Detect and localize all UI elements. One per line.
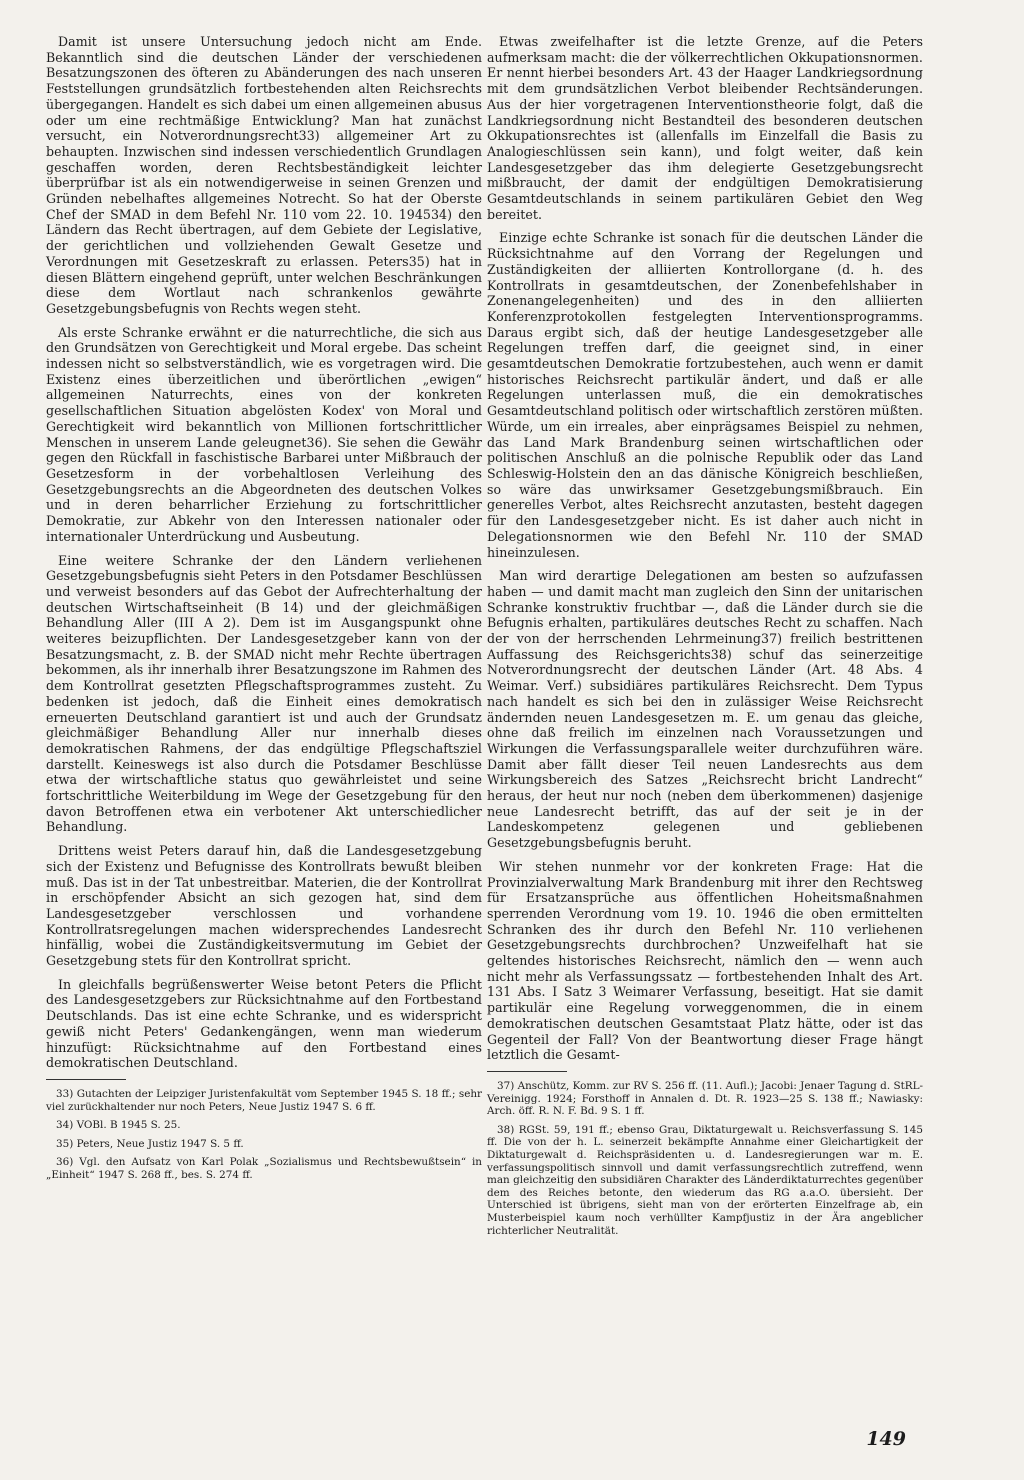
body-paragraph: Etwas zweifelhafter ist die letzte Grenze, auf die Peters aufmerksam macht: die der völkerrechtlichen Okkupationsnormen. Er nennt hierbei besonders Art. 43 der Haager Landkriegsordnung mit dem grundsätzlichen Verbot bleibender Rechtsänderungen. Aus der hier vorgetragenen Interventionstheorie folgt, daß die Landkriegsordnung nicht Bestandteil des besonderen deutschen Okkupationsrechtes ist (allenfalls im Einzelfall die Basis zu Analogieschlüssen sein kann), und folgt weiter, daß kein Landesgesetzgeber das ihm delegierte Gesetzgebungsrecht mißbraucht, der damit der endgültigen Demokratisierung Gesamtdeutschlands in seinem partikulären Gebiet den Weg bereitet. (487, 34, 923, 222)
left-column (46, 34, 482, 1188)
footnote-divider (46, 1079, 126, 1080)
footnote: 33) Gutachten der Leipziger Juristenfakultät vom September 1945 S. 18 ff.; sehr viel zurückhaltender nur noch Peters, Neue Justiz 1947 S. 6 ff. (46, 1088, 482, 1113)
body-paragraph: Wir stehen nunmehr vor der konkreten Frage: Hat die Provinzialverwaltung Mark Brandenburg mit ihrer den Rechtsweg für Ersatzansprüche aus öffentlichen Hoheitsmaßnahmen sperrenden Verordnung vom 19. 10. 1946 die oben ermittelten Schranken des ihr durch den Befehl Nr. 110 verliehenen Gesetzgebungsrechts durchbrochen? Unzweifelhaft hat sie geltendes historisches Reichsrecht, nämlich den — wenn auch nicht mehr als Verfassungssatz — fortbestehenden Inhalt des Art. 131 Abs. I Satz 3 Weimarer Verfassung, beseitigt. Hat sie damit partikulär eine Regelung vorweggenommen, die in einem demokratischen deutschen Gesamtstaat Platz hätte, oder ist das Gegenteil der Fall? Von der Beantwortung dieser Frage hängt letztlich die Gesamt- (487, 858, 923, 1063)
footnote: 38) RGSt. 59, 191 ff.; ebenso Grau, Diktaturgewalt u. Reichsverfassung S. 145 ff. Die von der h. L. seinerzeit bekämpfte Annahme einer Gleichartigkeit der Diktaturgewalt d. Reichspräsidenten u. d. Landesregierungen war m. E. verfassungspolitisch sinnvoll und damit verfassungsrechtlich zutreffend, wenn man gleichzeitig den subsidiären Charakter des Länderdiktaturrechtes gegenüber dem des Reiches betonte, den wiederum das RG a.a.O. übersieht. Der Unterschied ist übrigens, sieht man von der erörterten Einzelfrage ab, ein Musterbeispiel kaum noch verhüllter Kampfjustiz in der Ära angeblicher richterlicher Neutralität. (487, 1123, 923, 1237)
body-paragraph: Drittens weist Peters darauf hin, daß die Landesgesetzgebung sich der Existenz und Befugnisse des Kontrollrats bewußt bleiben muß. Das ist in der Tat unbestreitbar. Materien, die der Kontrollrat in erschöpfender Absicht an sich gezogen hat, sind dem Landesgesetzgeber verschlossen und vorhandene Kontrollratsregelungen machen widersprechendes Landesrecht hinfällig, wobei die Zuständigkeitsvermutung im Gebiet der Gesetzgebung stets für den Kontrollrat spricht. (46, 843, 482, 969)
body-paragraph: Als erste Schranke erwähnt er die naturrechtliche, die sich aus den Grundsätzen von Gerechtigkeit und Moral ergebe. Das scheint indessen nicht so selbstverständlich, wie es vorgetragen wird. Die Existenz eines überzeitlichen und überörtlichen „ewigen“ allgemeinen Naturrechts, eines von der konkreten gesellschaftlichen Situation abgelösten Kodex' von Moral und Gerechtigkeit wird bekanntlich von Millionen fortschrittlicher Menschen in unserem Lande geleugnet36). Sie sehen die Gewähr gegen den Rückfall in faschistische Barbarei unter Mißbrauch der Gesetzesform in der vorbehaltlosen Verleihung des Gesetzgebungsrechts an die Abgeordneten des deutschen Volkes und in deren beharrlicher Erziehung zu fortschrittlicher Demokratie, zur Abkehr von den Interessen nationaler oder internationaler Unterdrückung und Ausbeutung. (46, 324, 482, 544)
footnote-divider (487, 1071, 567, 1072)
body-paragraph: Damit ist unsere Untersuchung jedoch nicht am Ende. Bekanntlich sind die deutschen Länder der verschiedenen Besatzungszonen des öfteren zu Abänderungen des nach unseren Feststellungen grundsätzlich fortbestehenden alten Reichsrechts übergegangen. Handelt es sich dabei um einen allgemeinen abusus oder um eine rechtmäßige Entwicklung? Man hat zunächst versucht, ein Notverordnungsrecht33) allgemeiner Art zu behaupten. Inzwischen sind indessen verschiedentlich Grundlagen geschaffen worden, deren Rechtsbeständigkeit leichter überprüfbar ist als ein notwendigerweise in seinen Grenzen und Gründen nebelhaftes allgemeines Notrecht. So hat der Oberste Chef der SMAD in dem Befehl Nr. 110 vom 22. 10. 194534) den Ländern das Recht übertragen, auf dem Gebiete der Legislative, der gerichtlichen und vollziehenden Gewalt Gesetze und Verordnungen mit Gesetzeskraft zu erlassen. Peters35) hat in diesen Blättern eingehend geprüft, unter welchen Beschränkungen diese dem Wortlaut nach schrankenlos gewährte Gesetzgebungsbefugnis von Rechts wegen steht. (46, 34, 482, 316)
page-number: 149 (866, 1428, 906, 1450)
footnote: 36) Vgl. den Aufsatz von Karl Polak „Sozialismus und Rechtsbewußtsein“ in „Einheit“ 1947 S. 268 ff., bes. S. 274 ff. (46, 1156, 482, 1181)
body-paragraph: Einzige echte Schranke ist sonach für die deutschen Länder die Rücksichtnahme auf den Vorrang der Regelungen und Zuständigkeiten der alliierten Kontrollorgane (d. h. des Kontrollrats in gesamtdeutschen, der Zonenbefehlshaber in Zonenangelegenheiten) und des in den alliierten Konferenzprotokollen festgelegten Interventionsprogramms. Daraus ergibt sich, daß der heutige Landesgesetzgeber alle Regelungen treffen darf, die geeignet sind, in einer gesamtdeutschen Demokratie fortzubestehen, auch wenn er damit historisches Reichsrecht partikulär ändert, und daß er alle Regelungen unterlassen muß, die ein demokratisches Gesamtdeutschland politisch oder wirtschaftlich zerstören müßten. Würde, um ein irreales, aber einprägsames Beispiel zu nehmen, das Land Mark Brandenburg seinen wirtschaftlichen oder politischen Anschluß an die polnische Republik oder das Land Schleswig-Holstein den an das dänische Königreich beschließen, so wäre das unwirksamer Gesetzgebungsmißbrauch. Ein generelles Verbot, altes Reichsrecht anzutasten, besteht dagegen für den Landesgesetzgeber nicht. Es ist daher auch nicht in Delegationsnormen wie den Befehl Nr. 110 der SMAD hineinzulesen. (487, 230, 923, 560)
footnote: 34) VOBl. B 1945 S. 25. (56, 1119, 181, 1132)
right-column (487, 34, 923, 1243)
body-paragraph: In gleichfalls begrüßenswerter Weise betont Peters die Pflicht des Landesgesetzgebers zur Rücksichtnahme auf den Fortbestand Deutschlands. Das ist eine echte Schranke, und es widerspricht gewiß nicht Peters' Gedankengängen, wenn man wiederum hinzufügt: Rücksichtnahme auf den Fortbestand eines demokratischen Deutschland. (46, 976, 482, 1071)
body-paragraph: Eine weitere Schranke der den Ländern verliehenen Gesetzgebungsbefugnis sieht Peters in den Potsdamer Beschlüssen und verweist besonders auf das Gebot der Aufrechterhaltung der deutschen Wirtschaftseinheit (B 14) und der gleichmäßigen Behandlung Aller (III A 2). Dem ist im Ausgangspunkt ohne weiteres beizupflichten. Der Landesgesetzgeber kann von der Besatzungsmacht, z. B. der SMAD nicht mehr Rechte übertragen bekommen, als ihr innerhalb ihrer Besatzungszone im Rahmen des dem Kontrollrat gesetzten Pflegschaftsprogrammes zusteht. Zu bedenken ist jedoch, daß die Einheit eines demokratisch erneuerten Deutschland garantiert ist und auch der Grundsatz gleichmäßiger Behandlung Aller nur innerhalb dieses demokratischen Rahmens, der das endgültige Pflegschaftsziel darstellt. Keineswegs ist also durch die Potsdamer Beschlüsse etwa der wirtschaftliche status quo gewährleistet und seine fortschrittliche Weiterbildung im Wege der Gesetzgebung für den davon Betroffenen etwa ein verbotener Akt unterschiedlicher Behandlung. (46, 552, 482, 835)
body-paragraph: Man wird derartige Delegationen am besten so aufzufassen haben — und damit macht man zugleich den Sinn der unitarischen Schranke konstruktiv fruchtbar —, daß die Länder durch sie die Befugnis erhalten, partikuläres deutsches Recht zu schaffen. Nach der von der herrschenden Lehrmeinung37) freilich bestrittenen Auffassung des Reichsgerichts38) schuf das seinerzeitige Notverordnungsrecht der deutschen Länder (Art. 48 Abs. 4 Weimar. Verf.) subsidiäres partikuläres Reichsrecht. Dem Typus nach handelt es sich bei den in zulässiger Weise Reichsrecht ändernden neuen Landesgesetzen m. E. um genau das gleiche, ohne daß freilich im einzelnen nach Voraussetzungen und Wirkungen die Verfassungsparallele weiter durchzuführen wäre. Damit aber fällt dieser Teil neuen Landesrechts aus dem Wirkungsbereich des Satzes „Reichsrecht bricht Landrecht“ heraus, der heut nur noch (neben dem überkommenen) dasjenige neue Landesrecht betrifft, das auf der seit je in der Landeskompetenz gelegenen und gebliebenen Gesetzgebungsbefugnis beruht. (487, 568, 923, 851)
footnote: 35) Peters, Neue Justiz 1947 S. 5 ff. (56, 1137, 244, 1150)
footnote: 37) Anschütz, Komm. zur RV S. 256 ff. (11. Aufl.); Jacobi: Jenaer Tagung d. StRL-Vereinigg. 1924; Forsthoff in Annalen d. Dt. R. 1923—25 S. 138 ff.; Nawiasky: Arch. öff. R. N. F. Bd. 9 S. 1 ff. (487, 1080, 923, 1118)
